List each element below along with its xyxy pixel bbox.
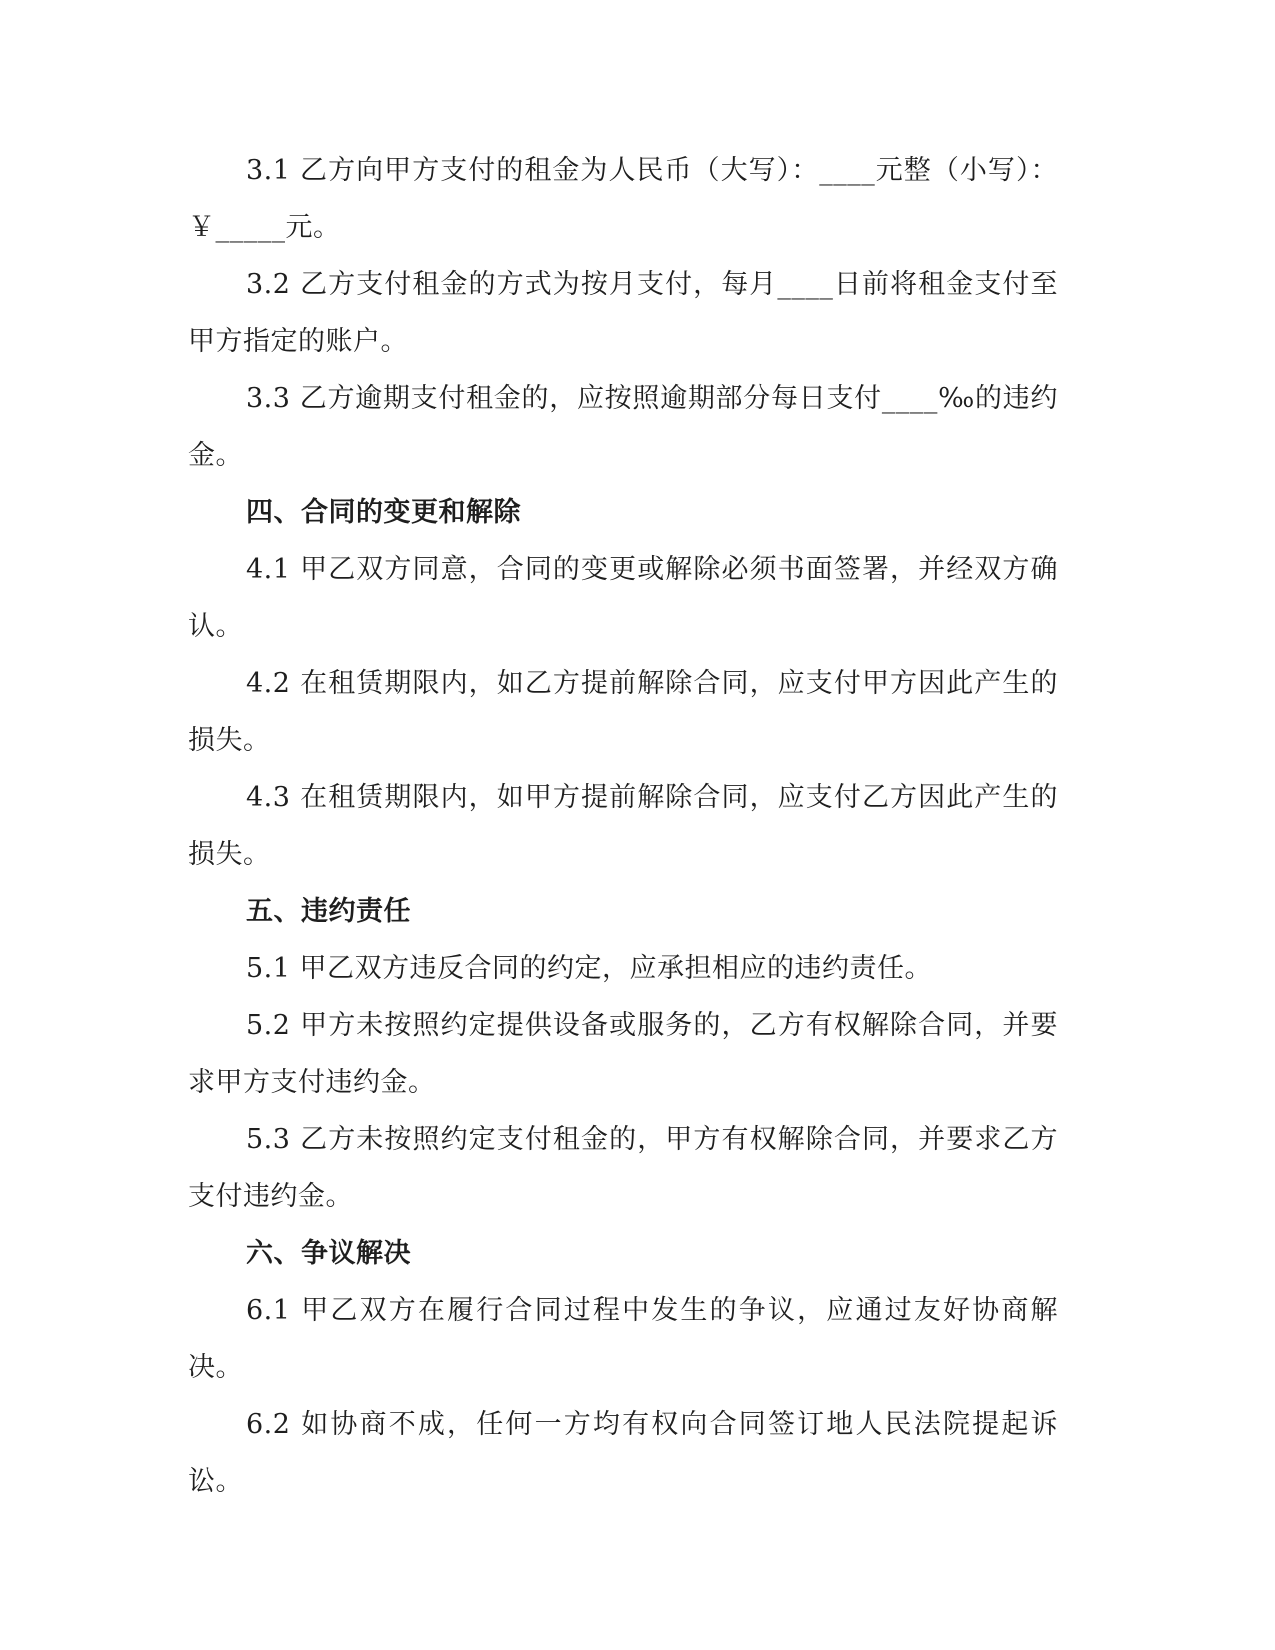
section-heading-4: 四、合同的变更和解除 <box>246 497 521 528</box>
document-body <box>188 142 1058 1510</box>
clause-3-2: 3.2 乙方支付租金的方式为按月支付，每月____日前将租金支付至甲方指定的账户。 <box>188 269 1058 357</box>
section-heading-5: 五、违约责任 <box>246 896 411 927</box>
section-heading-6: 六、争议解决 <box>246 1238 411 1269</box>
clause-6-1: 6.1 甲乙双方在履行合同过程中发生的争议，应通过友好协商解决。 <box>188 1295 1058 1383</box>
clause-3-1: 3.1 乙方向甲方支付的租金为人民币（大写）：____元整（小写）：￥_____元。 <box>188 155 1058 243</box>
clause-5-3: 5.3 乙方未按照约定支付租金的，甲方有权解除合同，并要求乙方支付违约金。 <box>188 1124 1058 1212</box>
clause-5-2: 5.2 甲方未按照约定提供设备或服务的，乙方有权解除合同，并要求甲方支付违约金。 <box>188 1010 1058 1098</box>
clause-4-1: 4.1 甲乙双方同意，合同的变更或解除必须书面签署，并经双方确认。 <box>188 554 1058 642</box>
clause-3-3: 3.3 乙方逾期支付租金的，应按照逾期部分每日支付____‰的违约金。 <box>188 383 1058 471</box>
clause-4-2: 4.2 在租赁期限内，如乙方提前解除合同，应支付甲方因此产生的损失。 <box>188 668 1058 756</box>
clause-4-3: 4.3 在租赁期限内，如甲方提前解除合同，应支付乙方因此产生的损失。 <box>188 782 1058 870</box>
clause-5-1: 5.1 甲乙双方违反合同的约定，应承担相应的违约责任。 <box>246 953 933 984</box>
clause-6-2: 6.2 如协商不成，任何一方均有权向合同签订地人民法院提起诉讼。 <box>188 1409 1058 1497</box>
